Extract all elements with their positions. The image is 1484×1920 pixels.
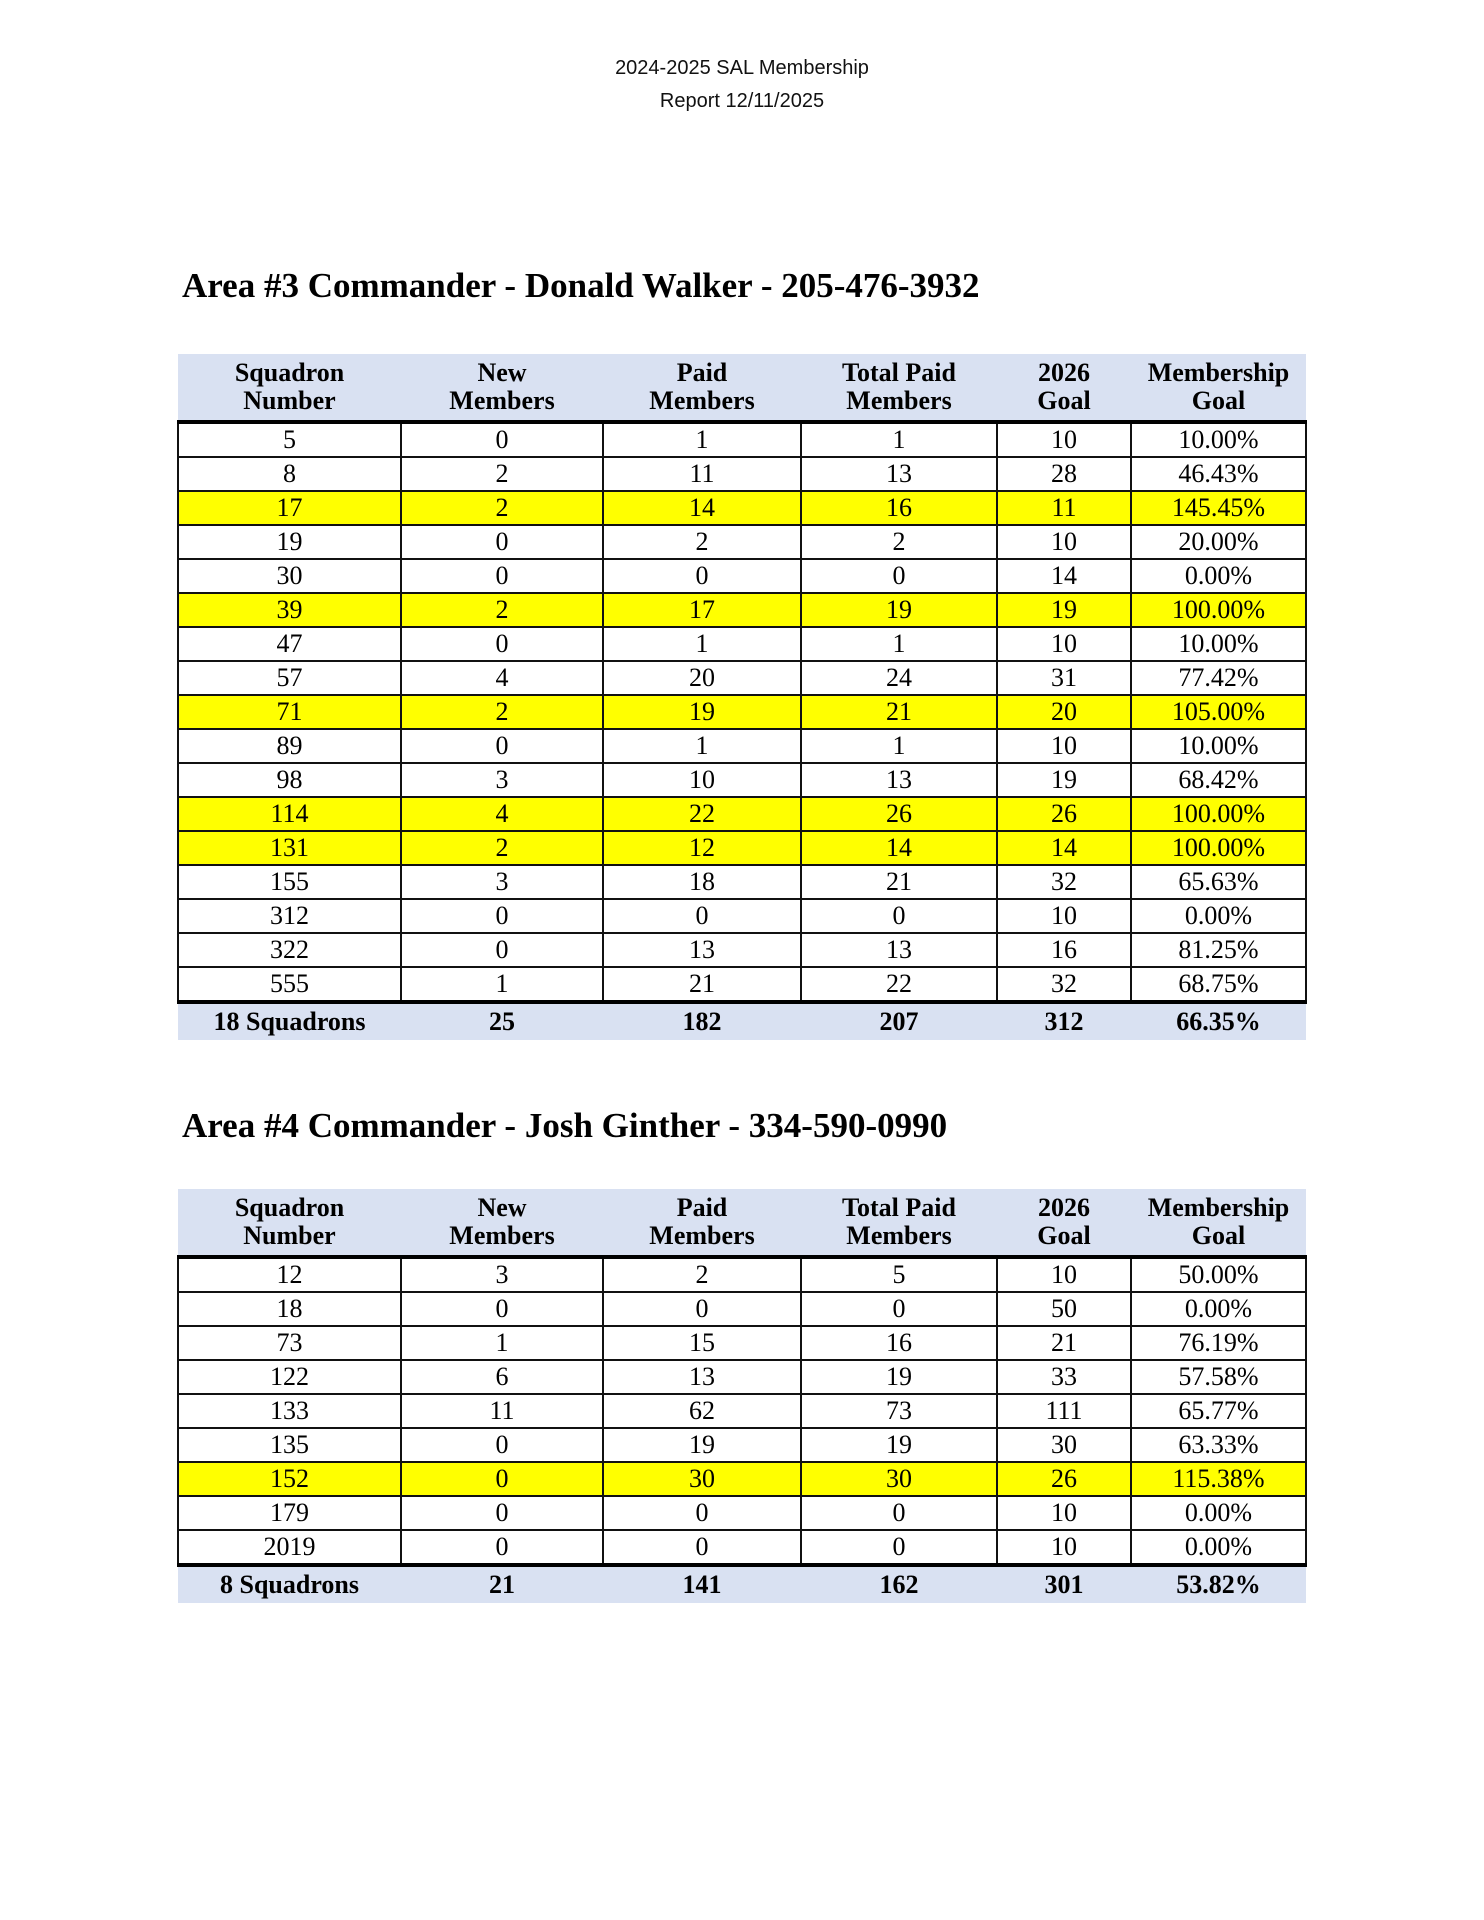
column-header-line: Membership [1147, 358, 1290, 387]
cell-goal-2026: 10 [997, 627, 1131, 661]
cell-membership-goal-pct: 65.77% [1131, 1394, 1306, 1428]
total-new-members: 25 [401, 1002, 603, 1040]
table-row-goal-met [178, 1462, 1306, 1496]
total-squadron-number: 18 Squadrons [178, 1002, 401, 1040]
cell-membership-goal-pct: 65.63% [1131, 865, 1306, 899]
cell-membership-goal-pct: 50.00% [1131, 1257, 1306, 1292]
cell-new-members: 0 [401, 422, 603, 457]
cell-paid-members: 19 [603, 1428, 801, 1462]
cell-paid-members: 18 [603, 865, 801, 899]
cell-membership-goal-pct: 20.00% [1131, 525, 1306, 559]
cell-new-members: 0 [401, 525, 603, 559]
cell-new-members: 1 [401, 967, 603, 1002]
column-header-line: Paid [676, 1193, 728, 1222]
cell-total-paid-members: 30 [801, 1462, 997, 1496]
column-header-goal-2026 [997, 354, 1131, 422]
column-header-membership-goal-pct [1131, 1189, 1306, 1257]
column-header-new-members [401, 354, 603, 422]
cell-new-members: 2 [401, 695, 603, 729]
table-row [178, 1428, 1306, 1462]
column-header-line: Number [243, 1221, 336, 1250]
column-header-line: Membership [1147, 1193, 1290, 1222]
cell-goal-2026: 28 [997, 457, 1131, 491]
table-row-goal-met [178, 831, 1306, 865]
cell-squadron-number: 135 [178, 1428, 401, 1462]
cell-goal-2026: 20 [997, 695, 1131, 729]
column-header-line: Squadron [234, 358, 345, 387]
header-row [178, 354, 1306, 422]
area-3-table [177, 354, 1307, 1040]
cell-new-members: 2 [401, 457, 603, 491]
cell-total-paid-members: 24 [801, 661, 997, 695]
column-header-line: Total Paid [842, 1193, 956, 1222]
cell-paid-members: 10 [603, 763, 801, 797]
cell-paid-members: 22 [603, 797, 801, 831]
total-goal-2026: 301 [997, 1565, 1131, 1603]
column-header-total-paid-members [801, 1189, 997, 1257]
cell-paid-members: 0 [603, 559, 801, 593]
column-header-line: Goal [1191, 1221, 1246, 1250]
column-header-line: Paid [676, 358, 728, 387]
cell-membership-goal-pct: 68.75% [1131, 967, 1306, 1002]
table-row-goal-met [178, 797, 1306, 831]
column-header-line: 2026 [1038, 358, 1090, 387]
cell-squadron-number: 89 [178, 729, 401, 763]
cell-total-paid-members: 73 [801, 1394, 997, 1428]
cell-new-members: 0 [401, 1292, 603, 1326]
total-total-paid-members: 162 [801, 1565, 997, 1603]
cell-paid-members: 1 [603, 627, 801, 661]
table-row [178, 1326, 1306, 1360]
cell-paid-members: 30 [603, 1462, 801, 1496]
table-row [178, 1394, 1306, 1428]
column-header-line: Members [846, 386, 952, 415]
cell-new-members: 0 [401, 1428, 603, 1462]
cell-new-members: 6 [401, 1360, 603, 1394]
cell-squadron-number: 122 [178, 1360, 401, 1394]
column-header-line: Goal [1037, 1221, 1091, 1250]
cell-squadron-number: 155 [178, 865, 401, 899]
cell-paid-members: 2 [603, 525, 801, 559]
cell-squadron-number: 5 [178, 422, 401, 457]
area-4-title: Area #4 Commander - Josh Ginther - 334-590-0990 [182, 1106, 948, 1145]
cell-goal-2026: 14 [997, 559, 1131, 593]
cell-new-members: 0 [401, 899, 603, 933]
cell-membership-goal-pct: 10.00% [1131, 627, 1306, 661]
table-row [178, 1530, 1306, 1565]
cell-total-paid-members: 0 [801, 1496, 997, 1530]
cell-squadron-number: 114 [178, 797, 401, 831]
column-header-squadron-number [178, 1189, 401, 1257]
table-row [178, 967, 1306, 1002]
column-header-squadron-number [178, 354, 401, 422]
cell-membership-goal-pct: 77.42% [1131, 661, 1306, 695]
cell-paid-members: 2 [603, 1257, 801, 1292]
cell-membership-goal-pct: 105.00% [1131, 695, 1306, 729]
cell-membership-goal-pct: 145.45% [1131, 491, 1306, 525]
cell-membership-goal-pct: 68.42% [1131, 763, 1306, 797]
cell-membership-goal-pct: 76.19% [1131, 1326, 1306, 1360]
cell-membership-goal-pct: 63.33% [1131, 1428, 1306, 1462]
cell-goal-2026: 32 [997, 865, 1131, 899]
cell-goal-2026: 32 [997, 967, 1131, 1002]
total-new-members: 21 [401, 1565, 603, 1603]
cell-membership-goal-pct: 0.00% [1131, 1292, 1306, 1326]
cell-total-paid-members: 14 [801, 831, 997, 865]
cell-paid-members: 13 [603, 933, 801, 967]
cell-membership-goal-pct: 115.38% [1131, 1462, 1306, 1496]
cell-new-members: 0 [401, 1462, 603, 1496]
cell-membership-goal-pct: 10.00% [1131, 422, 1306, 457]
cell-squadron-number: 57 [178, 661, 401, 695]
cell-goal-2026: 16 [997, 933, 1131, 967]
column-header-line: Number [243, 386, 336, 415]
cell-squadron-number: 8 [178, 457, 401, 491]
column-header-new-members [401, 1189, 603, 1257]
cell-squadron-number: 133 [178, 1394, 401, 1428]
total-goal-2026: 312 [997, 1002, 1131, 1040]
cell-membership-goal-pct: 57.58% [1131, 1360, 1306, 1394]
cell-membership-goal-pct: 0.00% [1131, 1496, 1306, 1530]
table-row [178, 865, 1306, 899]
cell-paid-members: 14 [603, 491, 801, 525]
total-squadron-number: 8 Squadrons [178, 1565, 401, 1603]
total-membership-goal-pct: 53.82% [1131, 1565, 1306, 1603]
cell-new-members: 0 [401, 933, 603, 967]
table-row [178, 899, 1306, 933]
column-header-line: Squadron [234, 1193, 345, 1222]
column-header-line: New [477, 358, 527, 387]
cell-squadron-number: 179 [178, 1496, 401, 1530]
cell-paid-members: 0 [603, 1292, 801, 1326]
table-row [178, 661, 1306, 695]
table-row [178, 525, 1306, 559]
cell-squadron-number: 322 [178, 933, 401, 967]
report-title-line-1: 2024-2025 SAL Membership [615, 57, 869, 79]
cell-squadron-number: 555 [178, 967, 401, 1002]
cell-total-paid-members: 1 [801, 422, 997, 457]
cell-total-paid-members: 13 [801, 763, 997, 797]
cell-new-members: 0 [401, 1496, 603, 1530]
cell-new-members: 0 [401, 729, 603, 763]
cell-new-members: 2 [401, 593, 603, 627]
cell-goal-2026: 10 [997, 899, 1131, 933]
report-title [0, 52, 1484, 118]
cell-paid-members: 15 [603, 1326, 801, 1360]
cell-total-paid-members: 5 [801, 1257, 997, 1292]
total-paid-members: 182 [603, 1002, 801, 1040]
cell-goal-2026: 26 [997, 797, 1131, 831]
table-row [178, 1292, 1306, 1326]
totals-row [178, 1565, 1306, 1603]
cell-new-members: 4 [401, 661, 603, 695]
column-header-line: Members [449, 1221, 555, 1250]
cell-squadron-number: 47 [178, 627, 401, 661]
cell-total-paid-members: 16 [801, 491, 997, 525]
table-row [178, 1360, 1306, 1394]
column-header-membership-goal-pct [1131, 354, 1306, 422]
table-row-goal-met [178, 593, 1306, 627]
cell-total-paid-members: 0 [801, 899, 997, 933]
table-row [178, 763, 1306, 797]
cell-membership-goal-pct: 0.00% [1131, 899, 1306, 933]
column-header-line: Goal [1037, 386, 1091, 415]
cell-new-members: 3 [401, 865, 603, 899]
cell-paid-members: 12 [603, 831, 801, 865]
cell-squadron-number: 98 [178, 763, 401, 797]
cell-goal-2026: 10 [997, 1496, 1131, 1530]
cell-total-paid-members: 13 [801, 457, 997, 491]
table-row [178, 933, 1306, 967]
column-header-line: 2026 [1038, 1193, 1090, 1222]
cell-paid-members: 19 [603, 695, 801, 729]
cell-membership-goal-pct: 0.00% [1131, 559, 1306, 593]
cell-membership-goal-pct: 81.25% [1131, 933, 1306, 967]
cell-squadron-number: 71 [178, 695, 401, 729]
cell-goal-2026: 26 [997, 1462, 1131, 1496]
cell-new-members: 0 [401, 627, 603, 661]
cell-goal-2026: 21 [997, 1326, 1131, 1360]
cell-total-paid-members: 19 [801, 1428, 997, 1462]
cell-goal-2026: 19 [997, 593, 1131, 627]
cell-membership-goal-pct: 46.43% [1131, 457, 1306, 491]
cell-membership-goal-pct: 10.00% [1131, 729, 1306, 763]
total-paid-members: 141 [603, 1565, 801, 1603]
cell-goal-2026: 19 [997, 763, 1131, 797]
table-row [178, 1496, 1306, 1530]
area-4-table [177, 1189, 1307, 1603]
table-row [178, 1257, 1306, 1292]
cell-new-members: 3 [401, 763, 603, 797]
cell-squadron-number: 2019 [178, 1530, 401, 1565]
cell-paid-members: 20 [603, 661, 801, 695]
cell-new-members: 2 [401, 491, 603, 525]
column-header-paid-members [603, 1189, 801, 1257]
total-membership-goal-pct: 66.35% [1131, 1002, 1306, 1040]
cell-goal-2026: 10 [997, 1257, 1131, 1292]
cell-goal-2026: 10 [997, 525, 1131, 559]
cell-paid-members: 11 [603, 457, 801, 491]
cell-goal-2026: 30 [997, 1428, 1131, 1462]
cell-goal-2026: 33 [997, 1360, 1131, 1394]
cell-squadron-number: 312 [178, 899, 401, 933]
cell-total-paid-members: 21 [801, 695, 997, 729]
cell-paid-members: 21 [603, 967, 801, 1002]
cell-squadron-number: 12 [178, 1257, 401, 1292]
cell-total-paid-members: 19 [801, 593, 997, 627]
cell-goal-2026: 10 [997, 729, 1131, 763]
column-header-line: Members [846, 1221, 952, 1250]
column-header-line: Members [449, 386, 555, 415]
table-row [178, 559, 1306, 593]
column-header-total-paid-members [801, 354, 997, 422]
cell-new-members: 11 [401, 1394, 603, 1428]
cell-squadron-number: 39 [178, 593, 401, 627]
cell-squadron-number: 17 [178, 491, 401, 525]
table-row-goal-met [178, 491, 1306, 525]
total-total-paid-members: 207 [801, 1002, 997, 1040]
table-row [178, 729, 1306, 763]
cell-total-paid-members: 16 [801, 1326, 997, 1360]
cell-membership-goal-pct: 100.00% [1131, 593, 1306, 627]
cell-total-paid-members: 1 [801, 627, 997, 661]
header-row [178, 1189, 1306, 1257]
cell-total-paid-members: 21 [801, 865, 997, 899]
column-header-paid-members [603, 354, 801, 422]
cell-squadron-number: 18 [178, 1292, 401, 1326]
cell-goal-2026: 31 [997, 661, 1131, 695]
cell-new-members: 1 [401, 1326, 603, 1360]
cell-new-members: 4 [401, 797, 603, 831]
column-header-line: Members [649, 386, 755, 415]
cell-total-paid-members: 26 [801, 797, 997, 831]
cell-goal-2026: 10 [997, 1530, 1131, 1565]
column-header-line: Goal [1191, 386, 1246, 415]
cell-total-paid-members: 19 [801, 1360, 997, 1394]
column-header-line: New [477, 1193, 527, 1222]
table-row-goal-met [178, 695, 1306, 729]
cell-total-paid-members: 1 [801, 729, 997, 763]
cell-paid-members: 62 [603, 1394, 801, 1428]
cell-paid-members: 1 [603, 422, 801, 457]
cell-total-paid-members: 2 [801, 525, 997, 559]
cell-membership-goal-pct: 100.00% [1131, 797, 1306, 831]
cell-total-paid-members: 22 [801, 967, 997, 1002]
table-row [178, 422, 1306, 457]
cell-membership-goal-pct: 0.00% [1131, 1530, 1306, 1565]
table-row [178, 627, 1306, 661]
report-title-line-2: Report 12/11/2025 [659, 90, 825, 112]
cell-paid-members: 1 [603, 729, 801, 763]
cell-goal-2026: 10 [997, 422, 1131, 457]
cell-new-members: 0 [401, 1530, 603, 1565]
cell-new-members: 2 [401, 831, 603, 865]
cell-goal-2026: 50 [997, 1292, 1131, 1326]
cell-paid-members: 0 [603, 1530, 801, 1565]
cell-paid-members: 13 [603, 1360, 801, 1394]
cell-paid-members: 0 [603, 899, 801, 933]
cell-new-members: 3 [401, 1257, 603, 1292]
cell-goal-2026: 111 [997, 1394, 1131, 1428]
cell-squadron-number: 152 [178, 1462, 401, 1496]
cell-paid-members: 17 [603, 593, 801, 627]
cell-total-paid-members: 0 [801, 1292, 997, 1326]
table-row [178, 457, 1306, 491]
column-header-line: Total Paid [842, 358, 956, 387]
cell-squadron-number: 30 [178, 559, 401, 593]
totals-row [178, 1002, 1306, 1040]
column-header-goal-2026 [997, 1189, 1131, 1257]
column-header-line: Members [649, 1221, 755, 1250]
cell-squadron-number: 73 [178, 1326, 401, 1360]
cell-total-paid-members: 13 [801, 933, 997, 967]
cell-squadron-number: 19 [178, 525, 401, 559]
cell-paid-members: 0 [603, 1496, 801, 1530]
cell-total-paid-members: 0 [801, 1530, 997, 1565]
cell-goal-2026: 11 [997, 491, 1131, 525]
cell-goal-2026: 14 [997, 831, 1131, 865]
area-3-title: Area #3 Commander - Donald Walker - 205-476-3932 [182, 266, 980, 305]
cell-total-paid-members: 0 [801, 559, 997, 593]
cell-membership-goal-pct: 100.00% [1131, 831, 1306, 865]
cell-squadron-number: 131 [178, 831, 401, 865]
cell-new-members: 0 [401, 559, 603, 593]
